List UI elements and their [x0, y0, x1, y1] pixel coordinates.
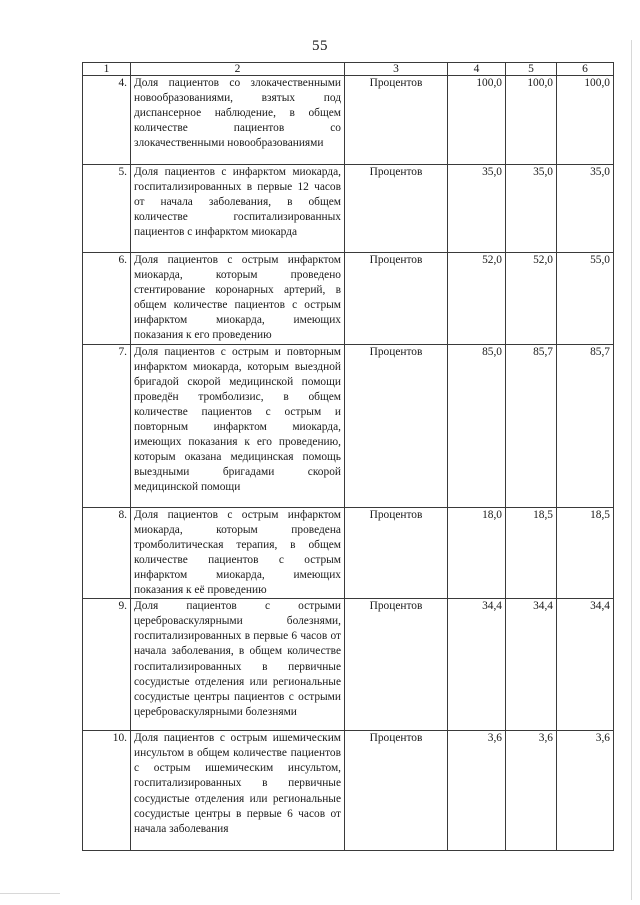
value-col-4: 18,0 [448, 507, 506, 599]
table-row [83, 599, 614, 731]
table-row [83, 507, 614, 599]
value-col-6: 34,4 [557, 599, 614, 731]
value-col-6: 3,6 [557, 731, 614, 851]
value-col-4: 85,0 [448, 344, 506, 507]
value-col-6: 100,0 [557, 76, 614, 165]
column-header: 2 [131, 63, 345, 76]
row-number: 6. [83, 253, 131, 345]
scan-edge-right [631, 40, 632, 900]
indicator-name: Доля пациентов с острым ишемическим инсультом в общем количестве пациентов с острым ишемическим инсультом, госпитализированных в первичные сосудистые отделения или региональные сосудистые центры в первые 6 часов от начала заболевания [131, 731, 345, 851]
value-col-4: 34,4 [448, 599, 506, 731]
unit-cell: Процентов [345, 253, 448, 345]
table-row [83, 344, 614, 507]
value-col-6: 35,0 [557, 165, 614, 253]
column-header: 4 [448, 63, 506, 76]
row-number: 8. [83, 507, 131, 599]
value-col-4: 52,0 [448, 253, 506, 345]
row-number: 9. [83, 599, 131, 731]
value-col-4: 100,0 [448, 76, 506, 165]
unit-cell: Процентов [345, 507, 448, 599]
unit-cell: Процентов [345, 731, 448, 851]
value-col-6: 18,5 [557, 507, 614, 599]
indicator-name: Доля пациентов с острым и повторным инфарктом миокарда, которым выездной бригадой скорой медицинской помощи проведён тромболизис, в общем количестве пациентов с острым и повторным инфарктом миокарда, имеющих показания к его проведению, которым оказана медицинская помощь выездными бригадами скорой медицинской помощи [131, 344, 345, 507]
column-header: 6 [557, 63, 614, 76]
value-col-5: 18,5 [506, 507, 557, 599]
column-header: 5 [506, 63, 557, 76]
value-col-5: 100,0 [506, 76, 557, 165]
unit-cell: Процентов [345, 76, 448, 165]
value-col-6: 85,7 [557, 344, 614, 507]
column-header: 1 [83, 63, 131, 76]
table-header-row [83, 63, 614, 76]
value-col-5: 34,4 [506, 599, 557, 731]
table-row [83, 731, 614, 851]
value-col-5: 52,0 [506, 253, 557, 345]
table-row [83, 253, 614, 345]
indicators-table [82, 62, 614, 851]
row-number: 7. [83, 344, 131, 507]
value-col-6: 55,0 [557, 253, 614, 345]
column-header: 3 [345, 63, 448, 76]
value-col-5: 3,6 [506, 731, 557, 851]
indicator-name: Доля пациентов со злокачественными новообразованиями, взятых под диспансерное наблюдение, в общем количестве пациентов со злокачественными новообразованиями [131, 76, 345, 165]
indicator-name: Доля пациентов с острым инфарктом миокарда, которым проведено стентирование коронарных артерий, в общем количестве пациентов с острым инфарктом миокарда, имеющих показания к его проведению [131, 253, 345, 345]
value-col-4: 35,0 [448, 165, 506, 253]
table-row [83, 76, 614, 165]
page-number: 55 [312, 38, 328, 54]
row-number: 4. [83, 76, 131, 165]
unit-cell: Процентов [345, 344, 448, 507]
unit-cell: Процентов [345, 599, 448, 731]
unit-cell: Процентов [345, 165, 448, 253]
table-row [83, 165, 614, 253]
value-col-5: 85,7 [506, 344, 557, 507]
value-col-4: 3,6 [448, 731, 506, 851]
scan-edge-bottom [0, 893, 60, 894]
indicator-name: Доля пациентов с острым инфарктом миокарда, которым проведена тромболитическая терапия, в общем количестве пациентов с острым инфарктом миокарда, имеющих показания к её проведению [131, 507, 345, 599]
indicator-name: Доля пациентов с инфарктом миокарда, госпитализированных в первые 12 часов от начала заболевания, в общем количестве госпитализированных пациентов с инфарктом миокарда [131, 165, 345, 253]
row-number: 10. [83, 731, 131, 851]
value-col-5: 35,0 [506, 165, 557, 253]
row-number: 5. [83, 165, 131, 253]
indicator-name: Доля пациентов с острыми цереброваскулярными болезнями, госпитализированных в первые 6 часов от начала заболевания, в общем количестве госпитализированных в первичные сосудистые отделения или региональные сосудистые центры пациентов с острыми цереброваскулярными болезнями [131, 599, 345, 731]
